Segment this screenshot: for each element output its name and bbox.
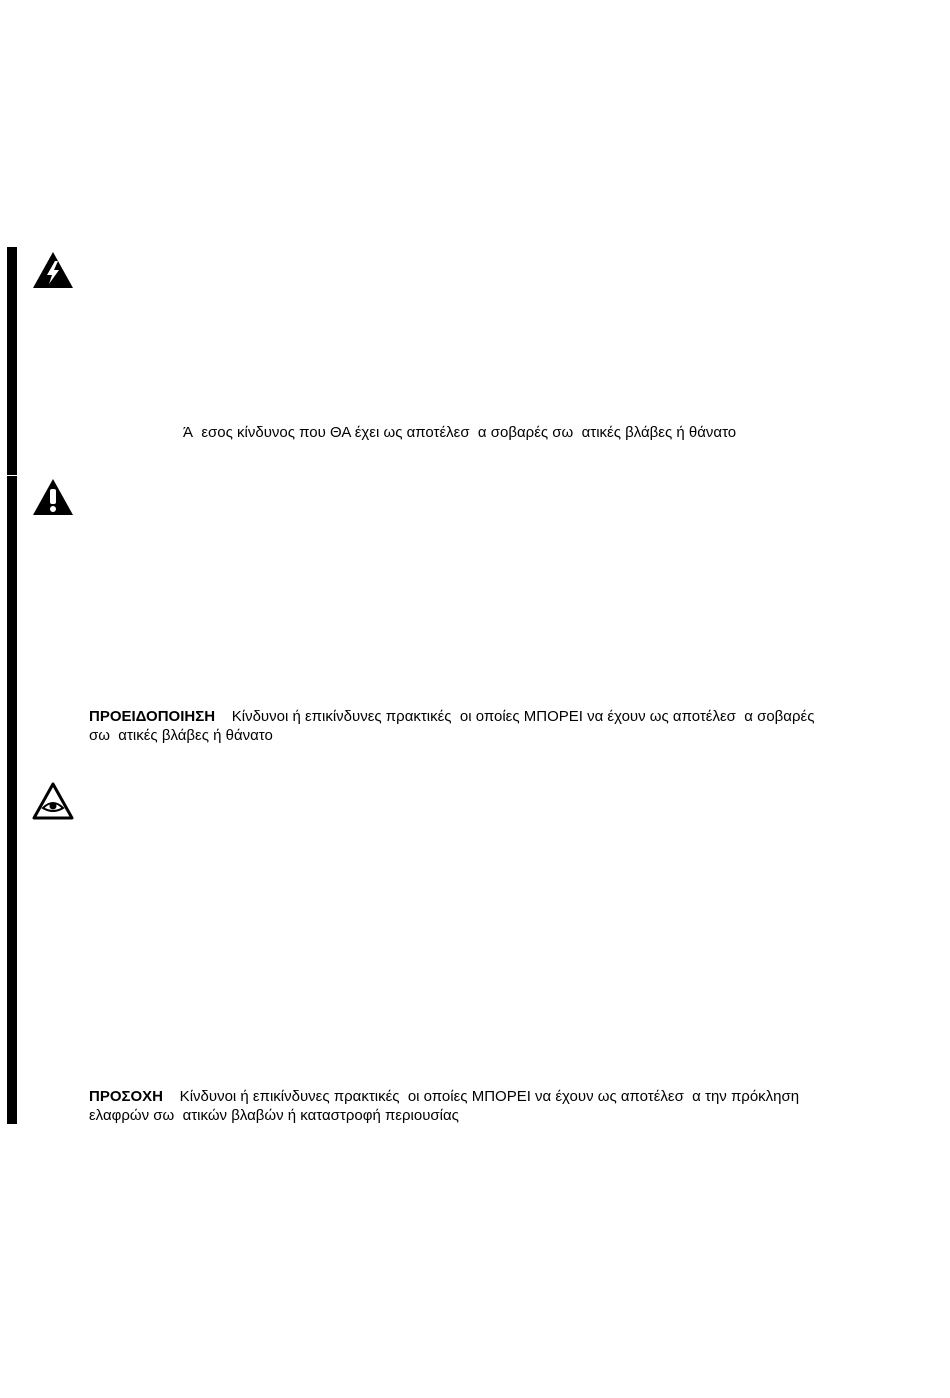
- warning-section-bar: [7, 476, 17, 1124]
- exclamation-warning-icon: [32, 478, 74, 516]
- caution-label: ΠΡΟΣΟΧΗ: [89, 1088, 164, 1105]
- warning-description: [89, 707, 889, 745]
- warning-text-line1: Κίνδυνοι ή επικίνδυνες πρακτικές οι οποίες ΜΠΟΡΕΙ να έχουν ως αποτέλεσ α σοβαρές: [215, 708, 815, 725]
- warning-label: ΠΡΟΕΙΔΟΠΟΙΗΣΗ: [89, 708, 216, 725]
- warning-text-line2: σω ατικές βλάβες ή θάνατο: [89, 727, 273, 744]
- eye-caution-icon: [32, 782, 74, 820]
- caution-text-line1: Κίνδυνοι ή επικίνδυνες πρακτικές οι οποίες ΜΠΟΡΕΙ να έχουν ως αποτέλεσ α την πρόκληση: [163, 1088, 800, 1105]
- caution-description: [89, 1087, 889, 1125]
- danger-section-bar: [7, 247, 17, 475]
- caution-text-line2: ελαφρών σω ατικών βλαβών ή καταστροφή περιουσίας: [89, 1107, 459, 1124]
- danger-description: Ά εσος κίνδυνος που ΘΑ έχει ως αποτέλεσ α σοβαρές σω ατικές βλάβες ή θάνατο: [183, 424, 737, 441]
- electric-shock-warning-icon: [32, 251, 74, 289]
